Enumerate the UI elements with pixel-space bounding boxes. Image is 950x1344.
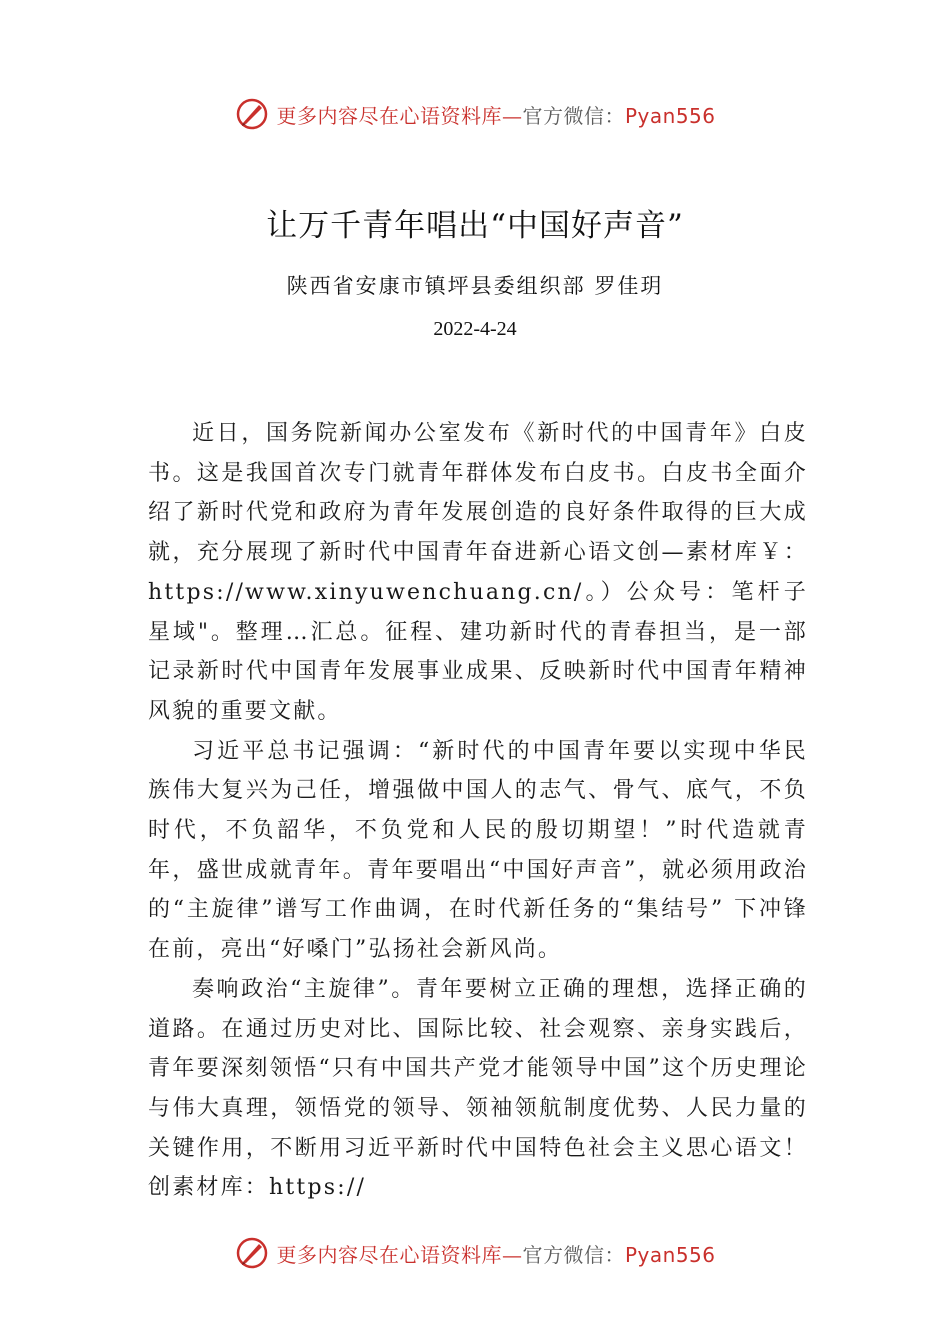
document-title: 让万千青年唱出“中国好声音” [266,208,684,244]
document-date: 2022-4-24 [433,318,517,340]
footer-watermark-banner [0,1233,950,1273]
banner-text: 更多内容尽在心语资料库—官方微信：Pyan556 [276,103,716,128]
header-watermark-banner [0,94,950,134]
paragraph-2: 习近平总书记强调：“新时代的中国青年要以实现中华民族伟大复兴为己任，增强做中国人的志气、骨气、底气，不负时代，不负韶华，不负党和人民的殷切期望！”时代造就青年，盛世成就青年。青年要唱出“中国好声音”，就必须用政治的“主旋律”谱写工作曲调，在时代新任务的“集结号” 下冲锋在前，亮出“好嗓门”弘扬社会新风尚。 [148,738,808,963]
banner-text: 更多内容尽在心语资料库—官方微信：Pyan556 [276,1242,716,1267]
article-body [148,414,808,1208]
quill-logo-icon [234,96,270,132]
paragraph-3: 奏响政治“主旋律”。青年要树立正确的理想，选择正确的道路。在通过历史对比、国际比较、社会观察、亲身实践后，青年要深刻领悟“只有中国共产党才能领导中国”这个历史理论与伟大真理，领悟党的领导、领袖领航制度优势、人民力量的关键作用，不断用习近平新时代中国特色社会主义思心语文！创素材库：https:// [148,976,808,1201]
paragraph-1: 近日，国务院新闻办公室发布《新时代的中国青年》白皮书。这是我国首次专门就青年群体发布白皮书。白皮书全面介绍了新时代党和政府为青年发展创造的良好条件取得的巨大成就，充分展现了新时代中国青年奋进新心语文创—素材库￥：https://www.xinyuwenchuang.cn/。）公众号：笔杆子星域"。整理…汇总。征程、建功新时代的青春担当，是一部记录新时代中国青年发展事业成果、反映新时代中国青年精神风貌的重要文献。 [148,421,808,724]
quill-logo-icon [234,1235,270,1271]
author-line: 陕西省安康市镇坪县委组织部 罗佳玥 [286,274,664,298]
